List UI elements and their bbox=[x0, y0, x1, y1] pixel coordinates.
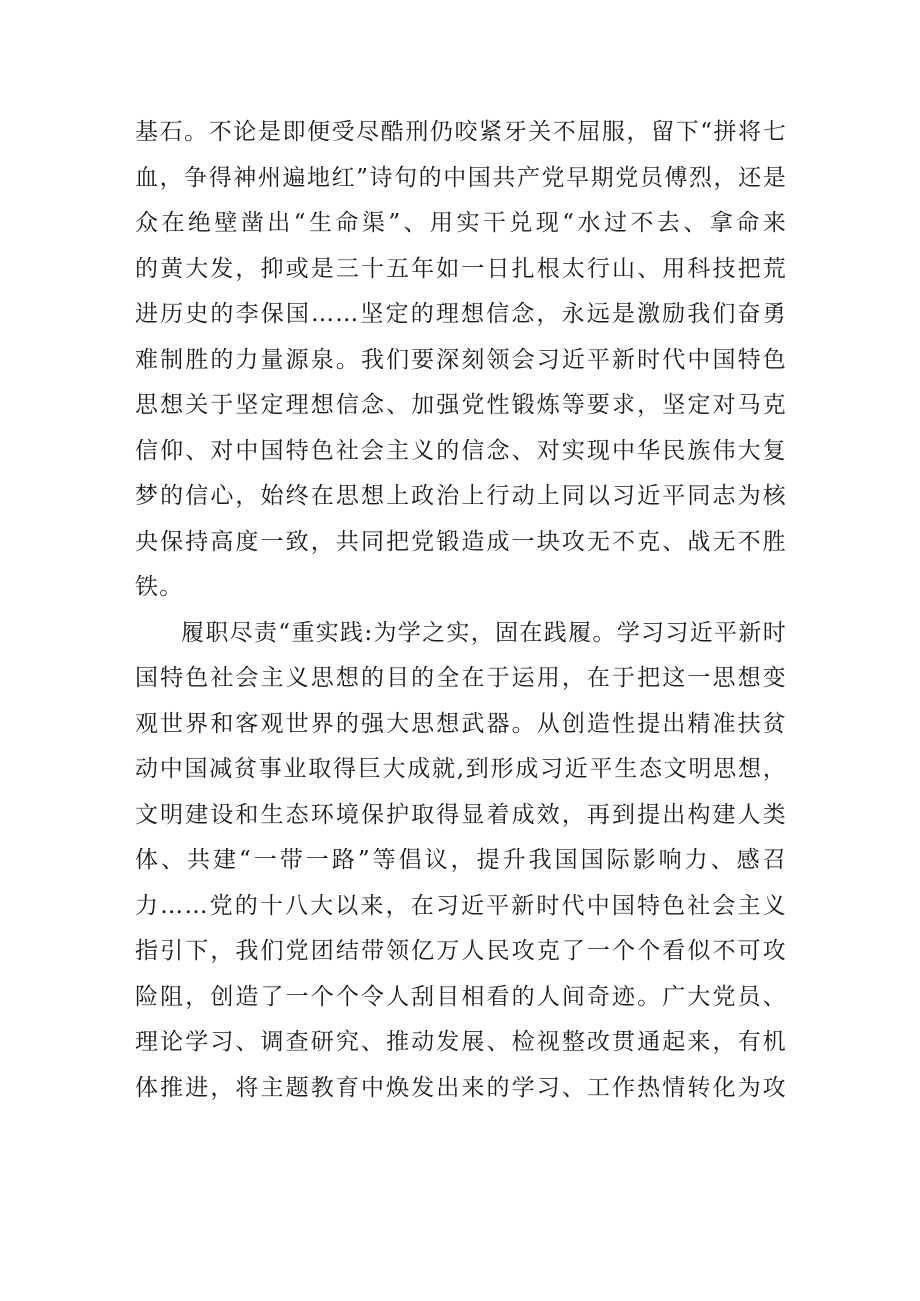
text-line: 体推进，将主题教育中焕发出来的学习、工作热情转化为攻 bbox=[135, 1074, 787, 1101]
text-line: 观世界和客观世界的强大思想武器。从创造性提出精准扶贫 bbox=[135, 710, 787, 737]
text-line: 履职尽责“重实践:为学之实，固在践履。学习习近平新时 bbox=[181, 619, 787, 646]
paragraph-1 bbox=[135, 110, 787, 611]
text-line: 指引下，我们党团结带领亿万人民攻克了一个个看似不可攻 bbox=[135, 938, 787, 964]
text-line: 梦的信心，始终在思想上政治上行动上同以习近平同志为核 bbox=[135, 483, 787, 509]
text-line: 动中国减贫事业取得巨大成就,到形成习近平生态文明思想， bbox=[135, 756, 787, 782]
text-line: 众在绝壁凿出“生命渠”、用实干兑现“水过不去、拿命来 bbox=[135, 210, 787, 236]
text-line: 国特色社会主义思想的目的全在于运用，在于把这一思想变 bbox=[135, 665, 787, 691]
text-line: 基石。不论是即便受尽酷刑仍咬紧牙关不屈服，留下“拼将七 bbox=[135, 119, 787, 145]
text-line: 险阻，创造了一个个令人刮目相看的人间奇迹。广大党员、 bbox=[135, 983, 787, 1010]
text-line: 血，争得神州遍地红”诗句的中国共产党早期党员傅烈，还是 bbox=[135, 164, 787, 191]
text-line: 的黄大发，抑或是三十五年如一日扎根太行山、用科技把荒 bbox=[135, 255, 787, 282]
text-line: 难制胜的力量源泉。我们要深刻领会习近平新时代中国特色 bbox=[135, 346, 787, 373]
text-line: 进历史的李保国……坚定的理想信念，永远是激励我们奋勇 bbox=[135, 301, 787, 327]
text-line: 思想关于坚定理想信念、加强党性锻炼等要求，坚定对马克 bbox=[135, 392, 787, 418]
text-line: 铁。 bbox=[135, 574, 184, 600]
paragraph-2 bbox=[135, 611, 787, 1112]
text-line: 文明建设和生态环境保护取得显着成效，再到提出构建人类 bbox=[135, 801, 787, 828]
body-text bbox=[135, 110, 787, 1111]
text-line: 信仰、对中国特色社会主义的信念、对实现中华民族伟大复 bbox=[135, 437, 787, 464]
text-line: 力……党的十八大以来，在习近平新时代中国特色社会主义 bbox=[135, 892, 787, 919]
text-line: 理论学习、调查研究、推动发展、检视整改贯通起来，有机 bbox=[135, 1029, 787, 1055]
text-line: 央保持高度一致，共同把党锻造成一块攻无不克、战无不胜 bbox=[135, 528, 787, 555]
text-line: 体、共建“一带一路”等倡议，提升我国国际影响力、感召 bbox=[135, 847, 787, 873]
